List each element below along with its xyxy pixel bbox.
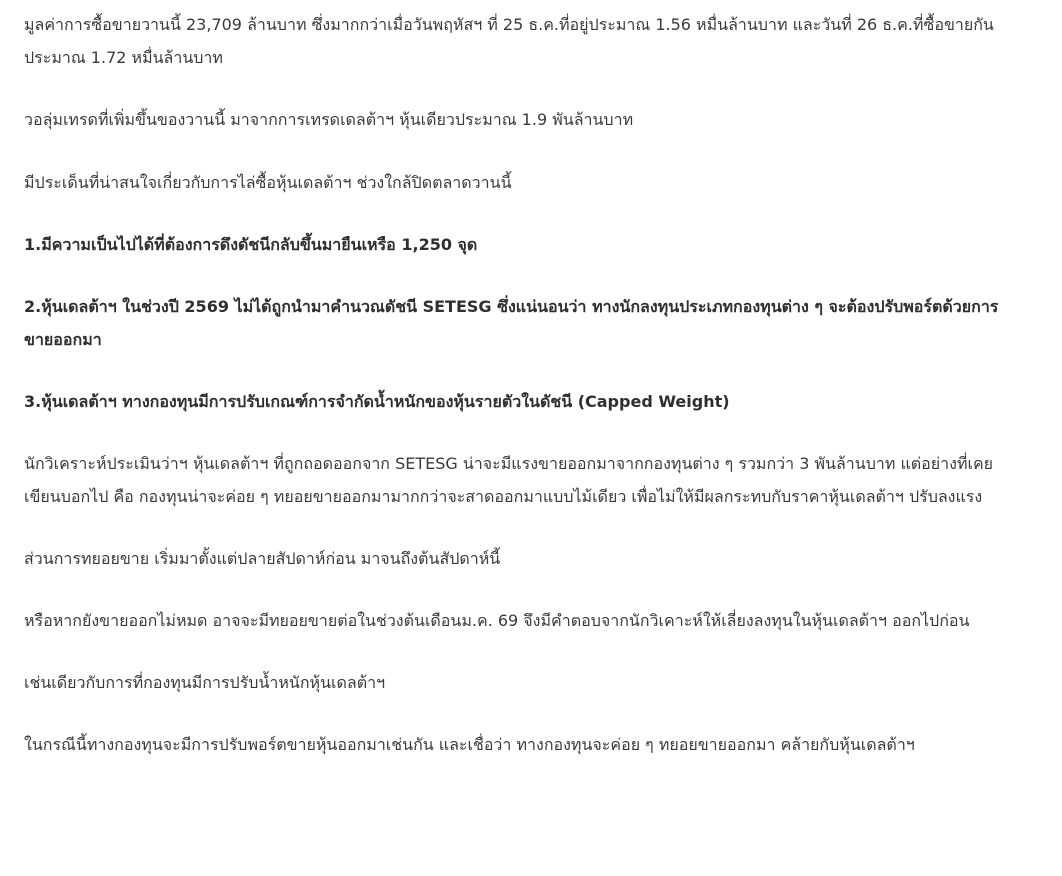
article-point-1: 1.มีความเป็นไปได้ที่ต้องการดึงดัชนีกลับขึ้นมายืนเหรือ 1,250 จุด bbox=[24, 235, 478, 254]
article-paragraph: เช่นเดียวกับการที่กองทุนมีการปรับน้ำหนักหุ้นเดลต้าฯ bbox=[24, 673, 386, 692]
article-paragraph: ในกรณีนี้ทางกองทุนจะมีการปรับพอร์ตขายหุ้นออกมาเช่นกัน และเชื่อว่า ทางกองทุนจะค่อย ๆ ทยอยขายออกมา คล้ายกับหุ้นเดลต้าฯ bbox=[24, 735, 915, 754]
article-paragraph: หรือหากยังขายออกไม่หมด อาจจะมีทยอยขายต่อในช่วงต้นเดือนม.ค. 69 จึงมีคำตอบจากนักวิเคาะห์ให้เลี่ยงลงทุนในหุ้นเดลต้าฯ ออกไปก่อน bbox=[24, 611, 970, 630]
article-paragraph: วอลุ่มเทรดที่เพิ่มขึ้นของวานนี้ มาจากการเทรดเดลต้าฯ หุ้นเดียวประมาณ 1.9 พันล้านบาท bbox=[24, 110, 634, 129]
article-paragraph: มีประเด็นที่น่าสนใจเกี่ยวกับการไล่ซื้อหุ้นเดลต้าฯ ช่วงใกล้ปิดตลาดวานนี้ bbox=[24, 173, 512, 192]
article-paragraph: ส่วนการทยอยขาย เริ่มมาตั้งแต่ปลายสัปดาห์ก่อน มาจนถึงต้นสัปดาห์นี้ bbox=[24, 549, 501, 568]
article-paragraph: นักวิเคราะห์ประเมินว่าฯ หุ้นเดลต้าฯ ที่ถูกถอดออกจาก SETESG น่าจะมีแรงขายออกมาจากกองทุนต่าง ๆ รวมกว่า 3 พันล้านบาท แต่อย่างที่เคยเขียนบอกไป คือ กองทุนน่าจะค่อย ๆ ทยอยขายออกมามากกว่าจะสาดออกมาแบบไม้เดียว เพื่อไม่ให้มีผลกระทบกับราคาหุ้นเดลต้าฯ ปรับลงแรง bbox=[24, 454, 994, 506]
article-paragraph: มูลค่าการซื้อขายวานนี้ 23,709 ล้านบาท ซึ่งมากกว่าเมื่อวันพฤหัสฯ ที่ 25 ธ.ค.ที่อยู่ประมาณ 1.56 หมื่นล้านบาท และวันที่ 26 ธ.ค.ที่ซื้อขายกันประมาณ 1.72 หมื่นล้านบาท bbox=[24, 15, 994, 67]
article-point-3: 3.หุ้นเดลต้าฯ ทางกองทุนมีการปรับเกณฑ์การจำกัดน้ำหนักของหุ้นรายตัวในดัชนี (Capped Weight) bbox=[24, 392, 730, 411]
article-point-2: 2.หุ้นเดลต้าฯ ในช่วงปี 2569 ไม่ได้ถูกนำมาคำนวณดัชนี SETESG ซึ่งแน่นอนว่า ทางนักลงทุนประเภทกองทุนต่าง ๆ จะต้องปรับพอร์ตด้วยการขายออกมา bbox=[24, 297, 999, 349]
